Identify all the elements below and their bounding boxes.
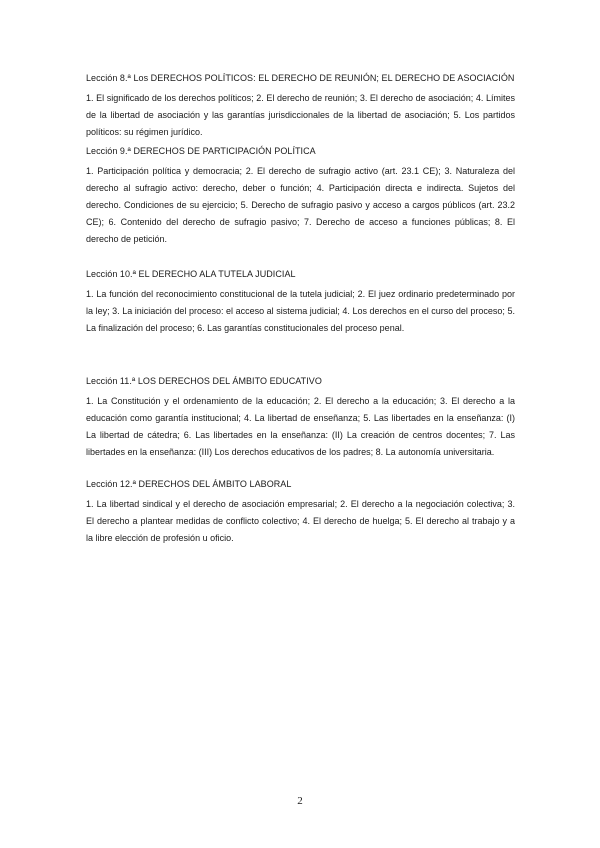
lesson-11 xyxy=(86,375,515,461)
lesson-8 xyxy=(86,72,515,141)
lesson-12 xyxy=(86,478,515,547)
lesson-9 xyxy=(86,145,515,248)
lesson-10 xyxy=(86,268,515,337)
lesson-body: 1. La función del reconocimiento constitucional de la tutela judicial; 2. El juez ordinario predeterminado por la ley; 3. La iniciación del proceso: el acceso al sistema judicial; 4. Los derechos en el curso del proceso; 5. La finalización del proceso; 6. Las garantías constitucionales del proceso penal. xyxy=(86,289,515,333)
lesson-title: Lección 8.ª Los DERECHOS POLÍTICOS: EL DERECHO DE REUNIÓN; EL DERECHO DE ASOCIACIÓN xyxy=(86,73,515,83)
lesson-body: 1. El significado de los derechos políticos; 2. El derecho de reunión; 3. El derecho de asociación; 4. Límites de la libertad de asociación y las garantías jurisdiccionales de la libertad de asociación; 5. Los partidos políticos: su régimen jurídico. xyxy=(86,93,515,137)
lesson-title: Lección 9.ª DERECHOS DE PARTICIPACIÓN POLÍTICA xyxy=(86,146,316,156)
lesson-title: Lección 11.ª LOS DERECHOS DEL ÁMBITO EDUCATIVO xyxy=(86,376,322,386)
lesson-body: 1. La libertad sindical y el derecho de asociación empresarial; 2. El derecho a la negociación colectiva; 3. El derecho a plantear medidas de conflicto colectivo; 4. El derecho de huelga; 5. El derecho al trabajo y a la libre elección de profesión u oficio. xyxy=(86,499,515,543)
lesson-body: 1. Participación política y democracia; 2. El derecho de sufragio activo (art. 23.1 CE); 3. Naturaleza del derecho al sufragio activo: derecho, deber o función; 4. Participación directa e indirecta. Sujetos del derecho. Condiciones de su ejercicio; 5. Derecho de sufragio pasivo y acceso a cargos públicos (art. 23.2 CE); 6. Contenido del derecho de sufragio pasivo; 7. Derecho de acceso a funciones públicas; 8. El derecho de petición. xyxy=(86,166,515,244)
page-number: 2 xyxy=(297,795,303,807)
lesson-title: Lección 10.ª EL DERECHO ALA TUTELA JUDICIAL xyxy=(86,269,296,279)
lesson-title: Lección 12.ª DERECHOS DEL ÁMBITO LABORAL xyxy=(86,479,292,489)
lesson-body: 1. La Constitución y el ordenamiento de la educación; 2. El derecho a la educación; 3. El derecho a la educación como garantía institucional; 4. La libertad de enseñanza; 5. Las libertades en la enseñanza: (I) La libertad de cátedra; 6. Las libertades en la enseñanza: (II) La creación de centros docentes; 7. Las libertades en la enseñanza: (III) Los derechos educativos de los padres; 8. La autonomía universitaria. xyxy=(86,396,515,457)
